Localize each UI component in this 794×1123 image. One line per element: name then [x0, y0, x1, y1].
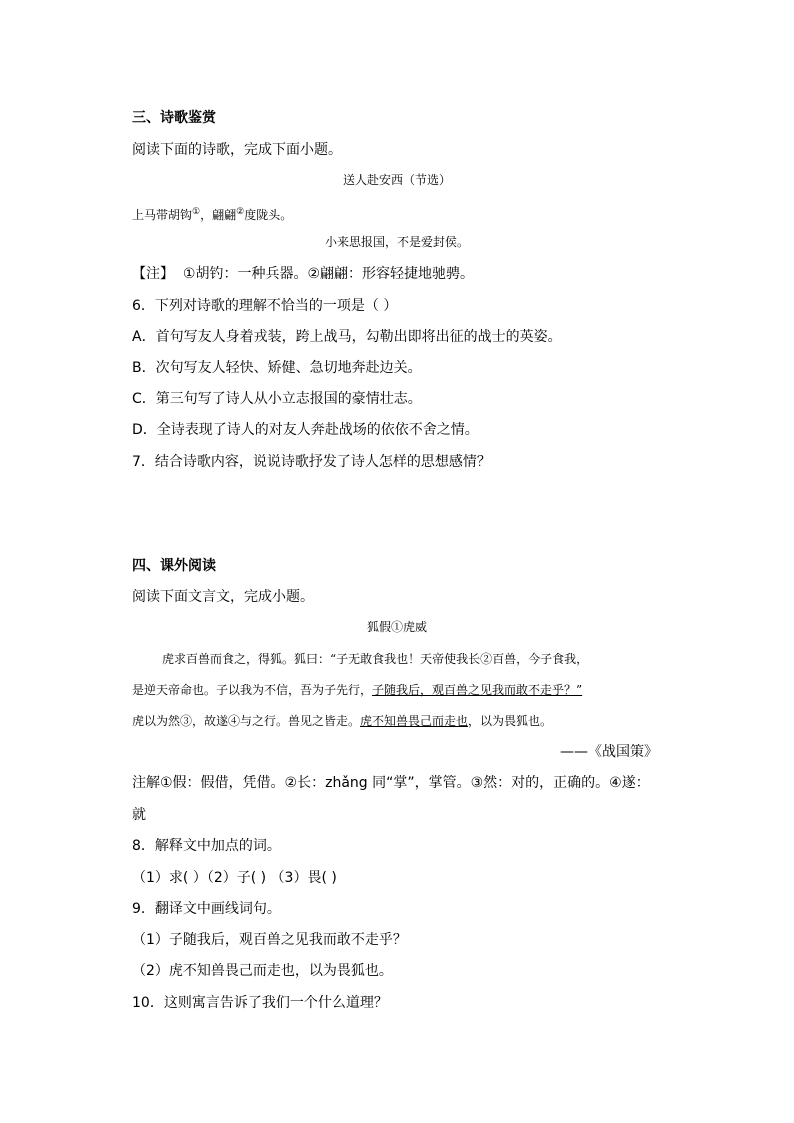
question-9-item-1: （1）子随我后，观百兽之见我而敢不走乎？: [132, 932, 407, 948]
passage-line-3: 虎以为然③，故遂④与之行。兽见之皆走。虎不知兽畏己而走也，以为畏狐也。: [132, 714, 553, 728]
question-10: 10．这则寓言告诉了我们一个什么道理？: [132, 995, 388, 1011]
option-d: D．全诗表现了诗人的对友人奔赴战场的依依不舍之情。: [132, 422, 479, 438]
question-7: 7．结合诗歌内容，说说诗歌抒发了诗人怎样的思想感情？: [132, 454, 491, 470]
gloss-line-2: 就: [132, 807, 146, 823]
option-b: B．次句写友人轻快、矫健、急切地奔赴边关。: [132, 360, 422, 376]
question-6: 6．下列对诗歌的理解不恰当的一项是（ ）: [132, 298, 398, 314]
section-4-intro: 阅读下面文言文，完成小题。: [132, 589, 314, 605]
option-c: C．第三句写了诗人从小立志报国的豪情壮志。: [132, 391, 422, 407]
poem-line-2: 小来思报国，不是爱封侯。: [324, 235, 469, 249]
passage-title: 狐假①虎威: [366, 620, 427, 634]
question-8-items: （1）求( ）（2）子( ) （3）畏( ): [132, 870, 337, 886]
poem-line-1: 上马带胡钩①，翩翩②度陇头。: [132, 207, 293, 222]
passage-source: ——《战国策》: [560, 744, 658, 760]
passage-line-1: 虎求百兽而食之，得狐。狐曰：“子无敢食我也！天帝使我长②百兽，今子食我，: [162, 652, 589, 666]
question-9-item-2: （2）虎不知兽畏己而走也，以为畏狐也。: [132, 963, 393, 979]
underlined-sentence-2: 虎不知兽畏己而走也: [360, 714, 469, 728]
poem-note: 【注】 ①胡钓：一种兵器。②翩翩：形容轻捷地驰骋。: [132, 266, 475, 282]
gloss-line-1: 注解①假：假借，凭借。②长：zhǎng 同“掌”，掌管。③然：对的，正确的。④遂：: [132, 775, 650, 791]
section-3-intro: 阅读下面的诗歌，完成下面小题。: [132, 142, 342, 158]
section-4-heading: 四、课外阅读: [132, 558, 216, 574]
section-3-heading: 三、诗歌鉴赏: [132, 110, 216, 126]
underlined-sentence-1: 子随我后，观百兽之见我而敢不走乎？”: [372, 683, 583, 697]
option-a: A．首句写友人身着戎装，跨上战马，勾勒出即将出征的战士的英姿。: [132, 329, 562, 345]
question-9: 9．翻译文中画线词句。: [132, 901, 281, 917]
poem-title: 送人赴安西（节选）: [342, 173, 451, 187]
passage-line-2: 是逆天帝命也。子以我为不信，吾为子先行，子随我后，观百兽之见我而敢不走乎？”: [132, 683, 583, 697]
question-8: 8．解释文中加点的词。: [132, 838, 281, 854]
